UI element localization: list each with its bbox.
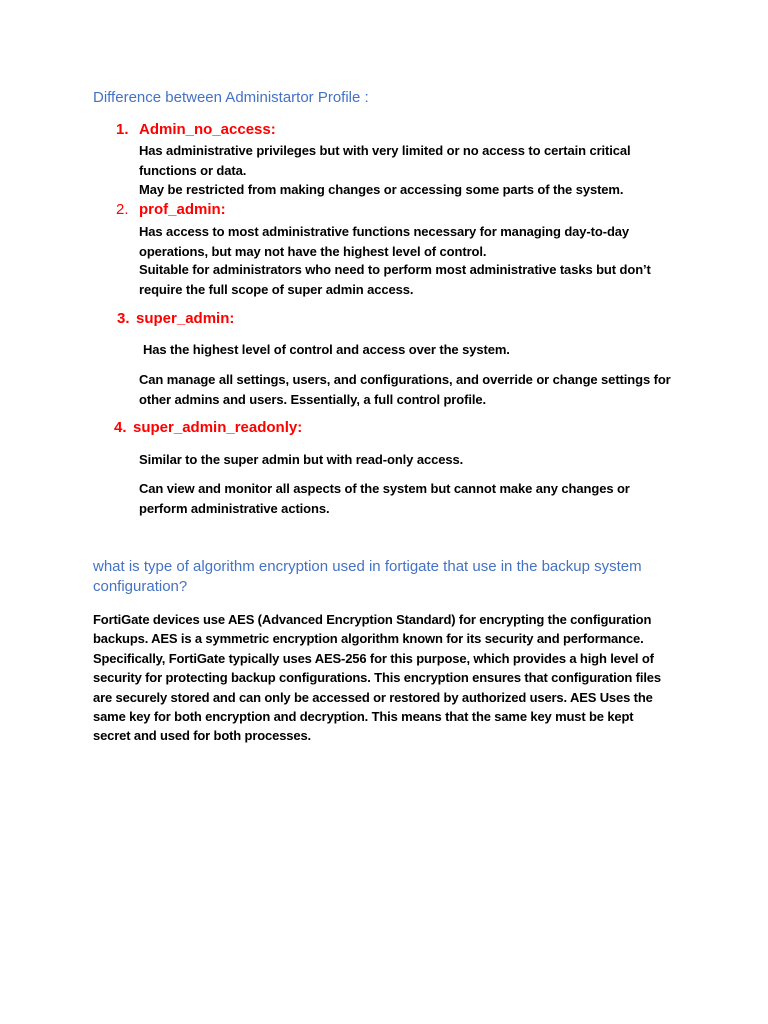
- item-title-admin-no-access: [116, 121, 276, 138]
- item-description-line: Can manage all settings, users, and configurations, and override or change settings for other admins and users. Essentially, a full control profile.: [139, 372, 671, 407]
- item-title-super-admin-readonly: [114, 419, 302, 436]
- section-heading-admin-profiles: Difference between Administartor Profile :: [93, 89, 369, 106]
- encryption-answer-paragraph: FortiGate devices use AES (Advanced Encryption Standard) for encrypting the configuration backups. AES is a symmetric encryption algorithm known for its security and performance. Specifically, FortiGate typically uses AES-256 for this purpose, which provides a high level of security for protecting backup configurations. This encryption ensures that configuration files are securely stored and can only be accessed or restored by authorized users. AES Uses the same key for both encryption and decryption. This means that the same key must be kept secret and used for both processes.: [93, 612, 661, 744]
- item-description-line: Has administrative privileges but with very limited or no access to certain critical functions or data.: [139, 143, 631, 178]
- item-title-text: prof_admin:: [139, 201, 226, 218]
- item-description-line: Can view and monitor all aspects of the system but cannot make any changes or perform administrative actions.: [139, 481, 630, 516]
- item-description-line: Suitable for administrators who need to perform most administrative tasks but don’t require the full scope of super admin access.: [139, 262, 651, 297]
- item-description-line: Has access to most administrative functions necessary for managing day-to-day operations, but may not have the highest level of control.: [139, 224, 630, 259]
- item-description-line: Similar to the super admin but with read-only access.: [139, 452, 464, 467]
- item-title-text: super_admin:: [136, 310, 235, 327]
- item-title-text: Admin_no_access:: [139, 121, 276, 138]
- item-number: 3.: [117, 310, 130, 327]
- section-heading-encryption-question: what is type of algorithm encryption used in fortigate that use in the backup system configuration?: [93, 558, 642, 595]
- item-title-super-admin: [117, 310, 234, 327]
- item-number: 2.: [116, 201, 129, 218]
- item-number: 1.: [116, 121, 129, 138]
- item-description-line: Has the highest level of control and access over the system.: [143, 342, 510, 357]
- item-title-text: super_admin_readonly:: [133, 419, 303, 436]
- item-description-line: May be restricted from making changes or accessing some parts of the system.: [139, 182, 624, 197]
- item-number: 4.: [114, 419, 127, 436]
- item-title-prof-admin: [116, 201, 226, 218]
